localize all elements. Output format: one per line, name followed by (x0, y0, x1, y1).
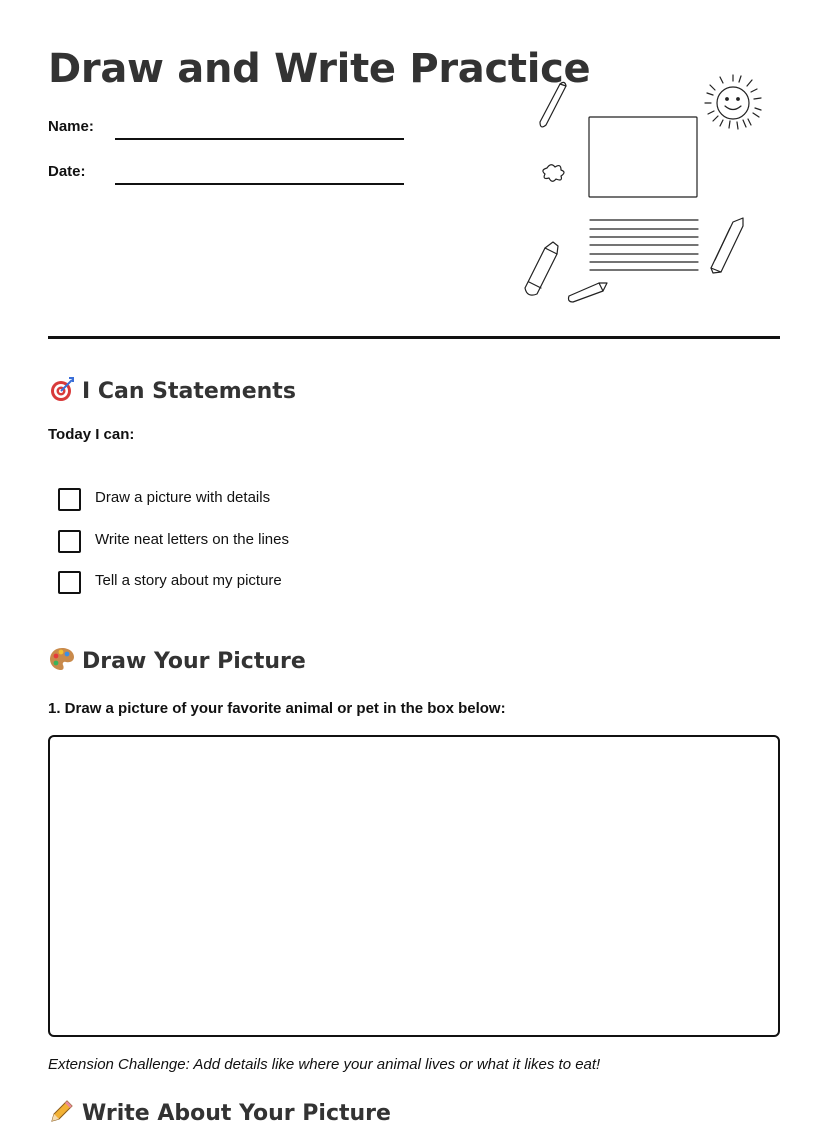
splat-icon (543, 165, 564, 182)
pencil-icon (540, 82, 566, 127)
target-icon (48, 376, 76, 402)
i-can-heading (48, 376, 296, 404)
header-illustration (515, 70, 775, 310)
drawing-box[interactable] (48, 735, 780, 1037)
crayon-icon (525, 242, 558, 295)
checkbox[interactable] (58, 530, 81, 553)
write-heading (48, 1098, 391, 1126)
date-line[interactable] (115, 183, 404, 185)
date-label: Date: (48, 163, 86, 180)
draw-heading (48, 646, 306, 674)
crayon-icon (569, 283, 608, 302)
sun-icon (705, 75, 761, 129)
checklist-item-label: Write neat letters on the lines (95, 530, 289, 548)
write-heading-text: Write About Your Picture (82, 1101, 391, 1126)
today-i-can-label: Today I can: (48, 426, 135, 443)
header-divider (48, 336, 780, 339)
name-line[interactable] (115, 138, 404, 140)
writing-lines-icon (590, 220, 698, 270)
pencil-icon (711, 218, 743, 273)
draw-heading-text: Draw Your Picture (82, 649, 306, 674)
picture-frame-icon (589, 117, 697, 197)
page-title: Draw and Write Practice (48, 46, 591, 92)
name-label: Name: (48, 118, 94, 135)
checklist-item-label: Tell a story about my picture (95, 572, 282, 589)
checkbox[interactable] (58, 571, 81, 594)
extension-challenge: Extension Challenge: Add details like where your animal lives or what it likes to eat! (48, 1056, 601, 1073)
i-can-heading-text: I Can Statements (82, 379, 296, 404)
draw-prompt: 1. Draw a picture of your favorite animal or pet in the box below: (48, 700, 506, 717)
checklist-item-label: Draw a picture with details (95, 489, 271, 506)
checkbox[interactable] (58, 488, 81, 511)
pencil-emoji-icon (48, 1098, 76, 1124)
palette-icon (48, 646, 76, 672)
